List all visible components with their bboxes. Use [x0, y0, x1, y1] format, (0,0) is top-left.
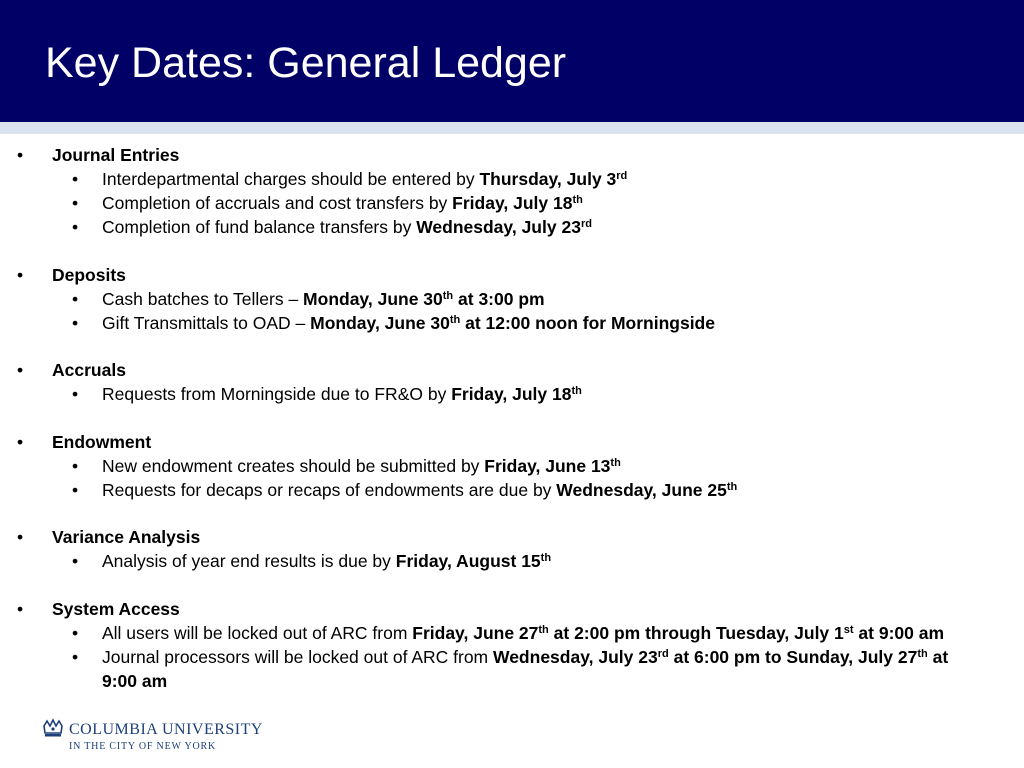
item-text: Completion of accruals and cost transfers by: [102, 193, 453, 213]
section-heading: [0, 143, 1024, 167]
item-text: Interdepartmental charges should be entered by: [102, 169, 480, 189]
item-text: All users will be locked out of ARC from: [102, 622, 413, 643]
item-date: Wednesday, June 25: [556, 479, 727, 500]
date-suffix: rd: [580, 218, 592, 230]
list-item: [0, 454, 1024, 478]
bullet-icon: •: [72, 288, 79, 309]
section: [0, 525, 1024, 573]
section-heading: [0, 597, 1024, 621]
bullet-icon: •: [72, 551, 79, 571]
list-item: [0, 287, 1024, 311]
date-suffix: th: [449, 313, 461, 326]
item-date: Thursday, July 3: [479, 169, 617, 189]
date-suffix: rd: [657, 647, 669, 660]
item-text: Requests for decaps or recaps of endowments are due by: [102, 479, 557, 500]
section: [0, 143, 1024, 239]
bullet-icon: •: [17, 360, 24, 380]
logo-wordmark: COLUMBIA UNIVERSITY: [69, 721, 263, 738]
bullet-icon: •: [72, 479, 79, 500]
section-heading-text: Journal Entries: [52, 145, 180, 165]
section-heading: [0, 358, 1024, 382]
bullet-icon: •: [72, 312, 79, 333]
item-date: Friday, July 18: [451, 384, 572, 404]
header-stripe: [0, 122, 1024, 134]
crown-icon: [42, 718, 64, 738]
item-text: Requests from Morningside due to FR&O by: [102, 384, 452, 404]
item-text: Cash batches to Tellers –: [102, 288, 304, 309]
item-date: Monday, June 30: [303, 288, 443, 309]
list-item: [0, 382, 1024, 406]
date-suffix: rd: [616, 170, 628, 182]
date-suffix: th: [572, 194, 583, 206]
item-text: Analysis of year end results is due by: [102, 551, 396, 571]
section: [0, 263, 1024, 335]
item-text: Gift Transmittals to OAD –: [102, 312, 311, 333]
section: [0, 597, 1024, 693]
list-item: [0, 311, 1024, 335]
date-suffix: th: [726, 480, 738, 493]
logo-subtitle: IN THE CITY OF NEW YORK: [69, 741, 217, 752]
university-logo: [42, 718, 282, 758]
slide-content: [0, 143, 1024, 716]
item-text: New endowment creates should be submitted by: [102, 455, 485, 476]
list-item: [0, 215, 1024, 239]
section-heading: [0, 430, 1024, 454]
section-heading-text: Variance Analysis: [52, 527, 201, 547]
section-heading-text: Endowment: [52, 431, 152, 452]
item-date-detail: at 9:00 am: [853, 622, 945, 643]
section-heading-text: Deposits: [52, 264, 126, 285]
bullet-icon: •: [72, 384, 79, 404]
list-item: [0, 621, 1024, 645]
slide-title: Key Dates: General Ledger: [45, 39, 567, 87]
item-date: Friday, June 13: [484, 455, 611, 476]
item-text: Completion of fund balance transfers by: [102, 217, 417, 237]
item-date: Friday, June 27: [412, 622, 539, 643]
section-heading-text: System Access: [52, 598, 180, 619]
date-suffix: th: [917, 647, 928, 660]
section: [0, 430, 1024, 502]
item-date-detail: at 3:00 pm: [453, 288, 545, 309]
list-item: [0, 645, 1024, 693]
item-text: Journal processors will be locked out of ARC from: [102, 646, 493, 667]
list-item: [0, 191, 1024, 215]
bullet-icon: •: [17, 598, 24, 619]
date-suffix: th: [540, 552, 552, 564]
item-date-detail: at 6:00 pm to Sunday, July 27: [668, 646, 918, 667]
bullet-icon: •: [17, 264, 24, 285]
date-suffix: th: [610, 456, 621, 469]
bullet-icon: •: [72, 646, 79, 667]
item-date: Wednesday, July 23: [493, 646, 658, 667]
section: [0, 358, 1024, 406]
list-item: [0, 549, 1024, 573]
item-date-detail: at 9:00 am: [102, 646, 949, 691]
item-date: Friday, July 18: [452, 193, 573, 213]
bullet-icon: •: [17, 431, 24, 452]
item-date-detail: at 2:00 pm through Tuesday, July 1: [548, 622, 844, 643]
item-date: Friday, August 15: [395, 551, 541, 571]
bullet-icon: •: [17, 527, 24, 547]
bullet-icon: •: [17, 145, 24, 165]
date-suffix: th: [538, 623, 549, 636]
date-suffix: th: [571, 385, 582, 397]
section-heading-text: Accruals: [52, 360, 126, 380]
item-date: Monday, June 30: [310, 312, 450, 333]
title-bar: [0, 0, 1024, 122]
bullet-icon: •: [72, 455, 79, 476]
item-date-detail: at 12:00 noon for Morningside: [460, 312, 715, 333]
date-suffix: st: [843, 623, 854, 636]
bullet-icon: •: [72, 193, 79, 213]
date-suffix: th: [442, 289, 454, 302]
section-heading: [0, 263, 1024, 287]
bullet-icon: •: [72, 169, 79, 189]
section-heading: [0, 525, 1024, 549]
item-date: Wednesday, July 23: [416, 217, 581, 237]
bullet-icon: •: [72, 622, 79, 643]
bullet-icon: •: [72, 217, 79, 237]
list-item: [0, 167, 1024, 191]
list-item: [0, 478, 1024, 502]
